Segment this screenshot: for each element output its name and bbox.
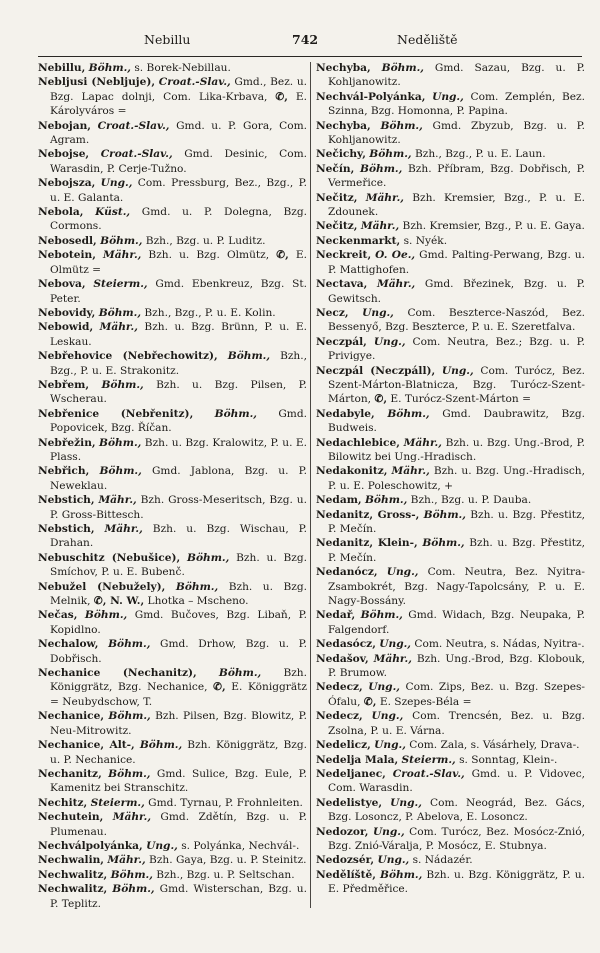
entry-text: Gmd. Tyrnau, P. Frohnleiten.: [148, 796, 303, 809]
gazetteer-entry: [316, 335, 585, 364]
entry-headword: Nedař,: [316, 609, 356, 622]
entry-headword: Nebotein,: [38, 249, 96, 262]
gazetteer-entry: [38, 868, 307, 882]
entry-region: Böhm.,: [364, 494, 408, 507]
entry-text: Bzh. Königgrätz, Bzg. Nechanice,: [50, 667, 307, 694]
entry-region: Ung.,: [441, 364, 474, 377]
entry-text: Gmd. Desinic, Com. Warasdin, P. Cerje-Tužno.: [50, 148, 307, 175]
entry-headword: Nečitz,: [316, 191, 358, 204]
entry-region: Böhm.,: [99, 465, 142, 478]
gazetteer-entry: [38, 637, 307, 666]
entry-headword: Nebowid,: [38, 321, 94, 334]
entry-text: Bzh., Bzg. u. P. Luditz.: [145, 234, 266, 247]
entry-text: Bzh. Kremsier, Bzg., P. u. E. Gaya.: [402, 220, 585, 233]
entry-region: Mähr.,: [107, 854, 146, 867]
entry-region: Mähr.,: [99, 321, 138, 334]
entry-headword: Nedozor,: [316, 825, 369, 838]
entry-text: Bzh. u. Bzg. Ung.-Hradisch, P. u. E. Poleschowitz, +: [328, 465, 585, 492]
entry-region: Böhm.,: [214, 407, 257, 420]
gazetteer-entry: [38, 320, 307, 349]
entry-text: Bzh., Bzg. u. P. Dauba.: [410, 494, 532, 507]
entry-region: Steierm.,: [90, 796, 145, 809]
entry-region: Böhm.,: [186, 551, 230, 564]
entry-text: Gmd. Drhow, Bzg. u. P. Dobřisch.: [50, 638, 307, 665]
entry-headword: Nedabyle,: [316, 407, 375, 420]
entry-text: Com. Turócz, Bez. Szent-Márton-Blatnicza, Bzg. Turócz-Szent-Márton,: [328, 364, 585, 406]
entry-region: Böhm.,: [101, 378, 144, 391]
gazetteer-entry: [38, 75, 307, 118]
entry-text: Gmd. Palting-Perwang, Bzg. u. P. Mattighofen.: [328, 249, 585, 276]
header-left-word: Nebillu: [144, 32, 191, 47]
entry-text: Bzh. u. Bzg. Olmütz,: [148, 249, 270, 262]
gazetteer-entry: [316, 825, 585, 854]
gazetteer-entry: [316, 536, 585, 565]
entry-headword: Nebojan,: [38, 119, 91, 132]
header-rule: [38, 56, 582, 57]
entry-region: Mähr.,: [98, 494, 137, 507]
entry-text: Gmd., Bez. u. Bzg. Lapac dolnji, Com. Lika-Krbava,: [50, 76, 307, 103]
entry-text: Com. Zala, s. Vásárhely, Drava-.: [409, 739, 580, 752]
gazetteer-entry: [316, 767, 585, 796]
entry-headword: Neczpál,: [316, 335, 367, 348]
entry-symbol: ✆,: [374, 393, 388, 406]
entry-text: Gmd. Jablona, Bzg. u. P. Neweklau.: [50, 465, 307, 492]
entry-headword: Nebova,: [38, 278, 86, 291]
entry-symbol: ✆,: [276, 249, 289, 262]
entry-region: Böhm.,: [88, 62, 131, 74]
entry-headword: Nedanócz,: [316, 566, 378, 579]
entry-text: s. Polyánka, Nechvál-.: [181, 839, 300, 852]
entry-headword: Nečín,: [316, 162, 355, 175]
gazetteer-entry: [38, 839, 307, 853]
entry-text: Bzh. Kremsier, Bzg., P. u. E. Zdounek.: [328, 191, 585, 219]
entry-text: Bzh. u. Bzg. Ung.-Brod, P. Bilowitz bei Ung.-Hradisch.: [328, 436, 585, 463]
entry-text: Com. Turócz, Bez. Mosócz-Znió, Bzg. Znió-Váralja, P. Mosócz, E. Stubnya.: [328, 825, 585, 852]
entry-region: Ung.,: [386, 566, 419, 579]
gazetteer-entry: [38, 796, 307, 810]
entry-headword: Necz,: [316, 306, 349, 319]
page-header: [40, 30, 580, 50]
entry-headword: Nečichy,: [316, 148, 366, 161]
gazetteer-entry: [38, 349, 307, 378]
entry-region: Croat.-Slav.,: [100, 148, 173, 161]
gazetteer-entry: [38, 493, 307, 522]
entry-text: Com. Neutra, Bez.; Bzg. u. P. Privigye.: [328, 335, 585, 363]
header-right-word: Neděliště: [397, 32, 458, 47]
entry-text: Com. Neográd, Bez. Gács, Bzg. Losoncz, P. Abelova, E. Losoncz.: [328, 796, 585, 824]
gazetteer-entry: [316, 147, 585, 161]
entry-region: Böhm.,: [360, 609, 403, 622]
entry-symbol: ✆,: [275, 90, 288, 103]
entry-headword: Nechyba,: [316, 62, 371, 74]
entry-text: Com. Neutra, s. Nádas, Nyitra-.: [414, 638, 585, 651]
gazetteer-entry: [316, 364, 585, 407]
entry-headword: Nebuschitz (Nebušice),: [38, 551, 181, 564]
gazetteer-entry: [316, 191, 585, 220]
entry-region: Böhm.,: [387, 407, 430, 420]
entry-headword: Nechanice,: [38, 710, 105, 723]
gazetteer-entry: [38, 234, 307, 248]
gazetteer-entry: [316, 162, 585, 191]
gazetteer-entry: [316, 464, 585, 493]
gazetteer-entry: [316, 407, 585, 436]
entry-headword: Nebola,: [38, 206, 84, 219]
gazetteer-entry: [316, 234, 585, 248]
entry-text: Bzh. u. Bzg. Wischau, P. Drahan.: [50, 523, 307, 550]
entry-region: Ung.,: [372, 825, 405, 838]
gazetteer-entry: [316, 493, 585, 507]
entry-headword: Nebstich,: [38, 494, 95, 507]
gazetteer-entry: [316, 219, 585, 233]
entry-text: Bzh. Pilsen, Bzg. Blowitz, P. Neu-Mitrowitz.: [50, 710, 307, 737]
entry-text: Com. Trencsén, Bez. u. Bzg. Zsolna, P. u. E. Várna.: [328, 710, 585, 737]
entry-region: Böhm.,: [380, 868, 423, 881]
entry-text: Com. Zips, Bez. u. Bzg. Szepes-Ófalu,: [328, 681, 585, 708]
entry-region: Böhm.,: [139, 739, 183, 752]
entry-text: Gmd. Sazau, Bzg. u. P. Kohljanowitz.: [328, 62, 585, 89]
entry-headword: Nebřenice (Nebřenitz),: [38, 407, 194, 420]
entry-region: Böhm.,: [108, 710, 151, 723]
entry-region: Ung.,: [146, 839, 178, 852]
entry-region: Mähr.,: [376, 278, 416, 291]
gazetteer-entry: [316, 680, 585, 709]
entry-symbol: ✆, N. W.,: [93, 595, 145, 608]
entry-headword: Nebřem,: [38, 378, 90, 391]
entry-text: s. Nádazér.: [412, 854, 473, 867]
gazetteer-entry: [38, 551, 307, 580]
gazetteer-entry: [316, 277, 585, 306]
gazetteer-entry: [316, 738, 585, 752]
gazetteer-entry: [38, 378, 307, 407]
entry-headword: Nebřežin,: [38, 436, 96, 449]
entry-headword: Nechwalin,: [38, 854, 104, 867]
gazetteer-entry: [38, 61, 307, 75]
entry-headword: Nedelja Mala,: [316, 753, 399, 766]
entry-text: Gmd. Sulice, Bzg. Eule, P. Kamenitz bei Stranschitz.: [50, 767, 307, 795]
entry-region: Mähr.,: [104, 523, 143, 535]
gazetteer-entry: [316, 436, 585, 465]
entry-headword: Nedasócz,: [316, 638, 376, 651]
entry-region: Mähr.,: [360, 220, 400, 233]
entry-region: Ung.,: [100, 177, 133, 190]
gazetteer-entry: [38, 709, 307, 738]
entry-headword: Nebosedl,: [38, 234, 97, 247]
entry-region: Böhm.,: [110, 868, 153, 881]
entry-region: Steierm.,: [93, 278, 148, 291]
entry-region: Böhm.,: [108, 638, 151, 651]
entry-headword: Nedam,: [316, 494, 362, 507]
gazetteer-entry: [38, 608, 307, 637]
gazetteer-entry: [38, 306, 307, 320]
gazetteer-entry: [38, 882, 307, 911]
entry-headword: Neczpál (Neczpáll),: [316, 364, 436, 377]
entry-region: Böhm.,: [112, 883, 155, 896]
entry-text: Gmd. Bučoves, Bzg. Libaň, P. Kopidlno.: [50, 609, 307, 636]
gazetteer-entry: [38, 738, 307, 767]
entry-region: Croat.-Slav.,: [158, 76, 231, 89]
entry-headword: Nechitz,: [38, 796, 88, 809]
gazetteer-entry: [38, 464, 307, 493]
entry-text: Bzh. u. Bzg. Přestitz, P. Mečín.: [328, 508, 585, 535]
entry-headword: Nedanitz, Klein-,: [316, 537, 418, 550]
entry-text: Bzh., Bzg., P. u. E. Strakonitz.: [50, 350, 307, 377]
entry-text: Bzh. u. Bzg. Smíchov, P. u. E. Bubenč.: [50, 551, 307, 579]
entry-text: Com. Beszterce-Naszód, Bez. Bessenyő, Bzg. Beszterce, P. u. E. Szeretfalva.: [328, 306, 585, 334]
entry-text: Gmd. Březinek, Bzg. u. P. Gewitsch.: [328, 278, 585, 305]
gazetteer-entry: [38, 248, 307, 277]
entry-text: Com. Neutra, Bez. Nyitra-Zsambokrét, Bzg. Nagy-Tapolcsány, P. u. E. Nagy-Bossány.: [328, 566, 585, 608]
entry-region: Böhm.,: [99, 436, 142, 449]
gazetteer-entry: [38, 277, 307, 306]
entry-region: Böhm.,: [108, 767, 151, 780]
entry-text-continued: Lhotka – Mscheno.: [147, 595, 249, 608]
entry-symbol: ✆,: [363, 695, 377, 708]
entry-region: Böhm.,: [227, 350, 271, 363]
entry-text: Bzh. u. Bzg. Brünn, P. u. E. Leskau.: [50, 321, 307, 348]
entry-headword: Nedecz,: [316, 681, 363, 694]
entry-region: Ung.,: [374, 739, 406, 752]
entry-region: Mähr.,: [403, 436, 442, 449]
gazetteer-entry: [38, 176, 307, 205]
entry-headword: Nebojsza,: [38, 177, 96, 190]
entry-region: Steierm.,: [401, 753, 456, 766]
entry-text-continued: E. Turócz-Szent-Márton =: [390, 393, 531, 406]
entry-region: Böhm.,: [380, 119, 423, 132]
entry-text: Gmd. Popovicek, Bzg. Říčan.: [50, 407, 307, 435]
gazetteer-entry: [38, 407, 307, 436]
entry-text: s. Borek-Nebillau.: [134, 62, 231, 74]
entry-headword: Nebužel (Nebužely),: [38, 580, 166, 593]
entry-text: s. Sonntag, Klein-.: [459, 753, 558, 766]
entry-text: Bzh. Ung.-Brod, Bzg. Klobouk, P. Brumow.: [328, 652, 585, 680]
entry-text: Gmd. u. P. Vidovec, Com. Warasdin.: [328, 767, 585, 795]
entry-text-continued: E. Szepes-Béla =: [379, 695, 472, 708]
entry-headword: Nechwalitz,: [38, 868, 108, 881]
gazetteer-entry: [38, 810, 307, 839]
gazetteer-entry: [316, 652, 585, 681]
gazetteer-entry: [38, 436, 307, 465]
entry-headword: Nedelistye,: [316, 796, 383, 809]
gazetteer-entry: [316, 709, 585, 738]
entry-region: Böhm.,: [175, 580, 219, 593]
entry-text: Bzh. Königgrätz, Bzg. u. P. Nechanice.: [50, 739, 307, 766]
entry-region: Mähr.,: [391, 465, 430, 478]
gazetteer-entry: [316, 565, 585, 608]
entry-text: Gmd. Daubrawitz, Bzg. Budweis.: [328, 407, 585, 435]
entry-text: Gmd. Ebenkreuz, Bzg. St. Peter.: [50, 278, 307, 305]
gazetteer-entry: [38, 147, 307, 176]
entry-headword: Nečitz,: [316, 220, 358, 233]
entry-text: Bzh., Bzg., P. u. E. Laun.: [414, 148, 546, 161]
entry-headword: Neckreit,: [316, 249, 372, 262]
entry-region: Ung.,: [379, 638, 411, 651]
entry-headword: Nebřich,: [38, 465, 90, 478]
entry-region: Ung.,: [368, 681, 400, 694]
gazetteer-entry: [316, 637, 585, 651]
entry-text: Bzh. u. Bzg. Melnik,: [50, 580, 307, 608]
entry-region: Böhm.,: [100, 234, 143, 247]
entry-region: Ung.,: [432, 90, 464, 103]
gazetteer-entry: [38, 522, 307, 551]
page-number: 742: [292, 32, 319, 47]
entry-text: Bzh., Bzg. u. P. Seltschan.: [156, 868, 295, 881]
entry-headword: Nedozsér,: [316, 854, 375, 867]
entry-region: Mähr.,: [373, 652, 412, 665]
gazetteer-entry: [38, 205, 307, 234]
entry-text-continued: E. Königgrätz = Neubydschow, T.: [50, 681, 307, 708]
entry-text: Gmd. u. P. Dolegna, Bzg. Cormons.: [50, 206, 307, 233]
entry-text: s. Nyék.: [403, 234, 448, 247]
entry-region: Croat.-Slav.,: [97, 119, 170, 132]
entry-text-continued: E. Károlyváros =: [50, 90, 307, 118]
gazetteer-entry: [316, 119, 585, 148]
entry-text: Bzh. u. Bzg. Königgrätz, P. u. E. Předměřice.: [328, 868, 585, 896]
gazetteer-entry: [38, 119, 307, 148]
entry-headword: Nedakonitz,: [316, 465, 388, 478]
entry-text: Com. Zemplén, Bez. Szinna, Bzg. Homonna, P. Papina.: [328, 90, 585, 118]
entry-headword: Nedělíště,: [316, 868, 376, 881]
entry-headword: Nedachlebice,: [316, 436, 400, 449]
entry-region: Mähr.,: [103, 249, 142, 262]
gazetteer-entry: [316, 90, 585, 119]
entry-region: Böhm.,: [218, 667, 262, 680]
entry-region: Böhm.,: [422, 537, 465, 550]
entry-region: Ung.,: [390, 796, 422, 809]
entry-region: Ung.,: [373, 335, 406, 348]
entry-text: Bzh. Příbram, Bzg. Dobřisch, P. Vermeřice.: [328, 162, 585, 190]
entry-region: Böhm.,: [98, 306, 142, 319]
entry-text: Bzh. u. Bzg. Přestitz, P. Mečín.: [328, 537, 585, 564]
entry-headword: Nechanice (Nechanitz),: [38, 667, 197, 680]
entry-text: Bzh., Bzg., P. u. E. Kolin.: [144, 306, 276, 319]
entry-text: Bzh. Gaya, Bzg. u. P. Steinitz.: [149, 854, 307, 867]
entry-region: Böhm.,: [423, 508, 466, 521]
entry-headword: Nebovidy,: [38, 306, 96, 319]
entry-text-continued: E. Olmütz =: [50, 249, 307, 276]
entry-headword: Nedeljanec,: [316, 767, 386, 780]
entry-region: Mähr.,: [112, 811, 152, 824]
entry-region: Küst.,: [95, 206, 131, 219]
entry-region: Böhm.,: [360, 162, 403, 175]
entry-text: Bzh. Gross-Meseritsch, Bzg. u. P. Gross-Bittesch.: [50, 494, 307, 521]
gazetteer-entry: [316, 853, 585, 867]
entry-headword: Nechanitz,: [38, 767, 102, 780]
entry-text: Gmd. Widach, Bzg. Neupaka, P. Falgendorf.: [328, 609, 585, 636]
entry-region: Croat.-Slav.,: [392, 767, 465, 780]
gazetteer-entry: [38, 666, 307, 709]
entry-region: Ung.,: [362, 306, 394, 319]
gazetteer-entry: [316, 796, 585, 825]
right-column: [316, 61, 585, 911]
gazetteer-entry: [316, 306, 585, 335]
entry-text: Bzh. u. Bzg. Pilsen, P. Wscherau.: [50, 378, 307, 406]
entry-headword: Nechutein,: [38, 811, 104, 824]
entry-headword: Nechválpolyánka,: [38, 839, 143, 852]
entry-region: Böhm.,: [84, 609, 128, 622]
gazetteer-entry: [316, 753, 585, 767]
entry-text: Gmd. Zbyzub, Bzg. u. P. Kohljanowitz.: [328, 119, 585, 147]
gazetteer-entry: [316, 61, 585, 90]
entry-headword: Nechanice, Alt-,: [38, 739, 135, 752]
entry-headword: Nebstich,: [38, 523, 95, 535]
gazetteer-entry: [38, 853, 307, 867]
gazetteer-entry: [316, 608, 585, 637]
entry-text: Gmd. Wisterschan, Bzg. u. P. Teplitz.: [50, 883, 307, 910]
entry-headword: Nedanitz, Gross-,: [316, 508, 420, 521]
entry-headword: Nedašov,: [316, 652, 369, 665]
entry-headword: Nedecz,: [316, 710, 363, 723]
entry-headword: Nečas,: [38, 609, 78, 622]
entry-region: O. Oe.,: [375, 249, 416, 262]
entry-text: Gmd. Zdětín, Bzg. u. P. Plumenau.: [50, 811, 307, 838]
entry-text: Com. Pressburg, Bez., Bzg., P. u. E. Galanta.: [50, 177, 307, 204]
gazetteer-entry: [316, 248, 585, 277]
entry-headword: Nedelicz,: [316, 739, 371, 752]
entry-text: Gmd. u. P. Gora, Com. Agram.: [50, 119, 307, 147]
entry-headword: Nebojse,: [38, 148, 90, 161]
entry-headword: Nechwalitz,: [38, 883, 108, 896]
entry-headword: Nebljusi (Nebljuje),: [38, 76, 156, 89]
left-column: [38, 61, 307, 911]
entry-symbol: ✆,: [213, 681, 226, 694]
entry-region: Mähr.,: [365, 191, 404, 204]
entry-headword: Nechalow,: [38, 638, 99, 651]
entry-text: Bzh. u. Bzg. Kralowitz, P. u. E. Plass.: [50, 436, 307, 463]
entry-region: Böhm.,: [369, 148, 412, 161]
gazetteer-entry: [316, 508, 585, 537]
entry-region: Böhm.,: [381, 62, 424, 74]
entry-region: Ung.,: [371, 710, 404, 723]
column-divider: [310, 62, 311, 908]
entry-headword: Nebillu,: [38, 62, 86, 74]
gazetteer-entry: [316, 868, 585, 897]
entry-region: Ung.,: [377, 854, 410, 867]
entry-headword: Neckenmarkt,: [316, 234, 401, 247]
gazetteer-entry: [38, 580, 307, 609]
entry-headword: Nechvál-Polyánka,: [316, 90, 426, 103]
entry-headword: Nechyba,: [316, 119, 371, 132]
gazetteer-entry: [38, 767, 307, 796]
entry-headword: Nebřehovice (Nebřechowitz),: [38, 350, 218, 363]
entry-headword: Nectava,: [316, 278, 368, 291]
